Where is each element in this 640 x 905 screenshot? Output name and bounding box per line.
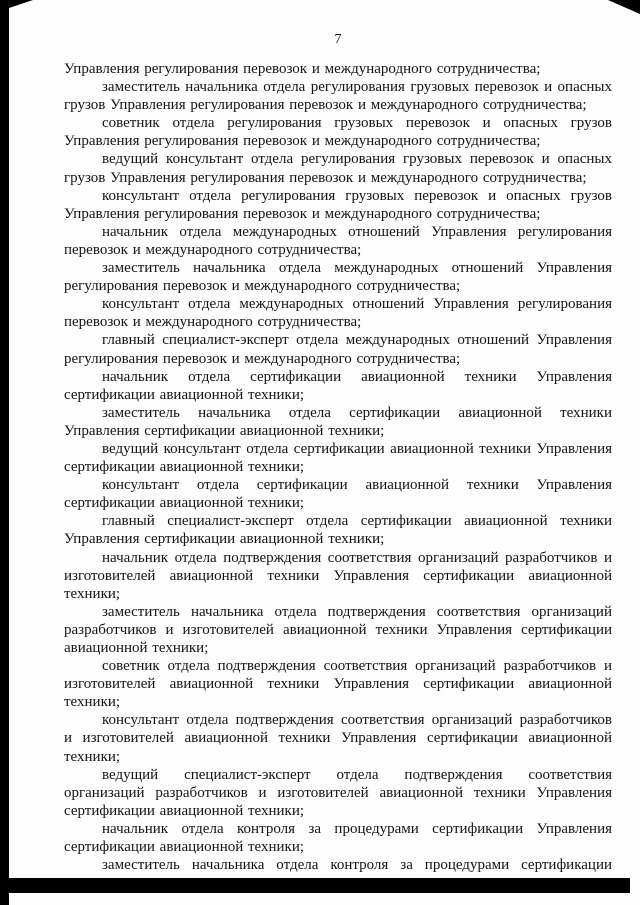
paragraph: советник отдела подтверждения соответствия организаций разработчиков и изготовителей авиационной техники Управления сертификации авиационной техники; (64, 658, 612, 711)
paragraph: начальник отдела сертификации авиационной техники Управления сертификации авиационной техники; (64, 368, 612, 403)
paragraph: консультант отдела международных отношений Управления регулирования перевозок и международного сотрудничества; (64, 296, 612, 331)
paragraph: главный специалист-эксперт отдела международных отношений Управления регулирования перевозок и международного сотрудничества; (64, 332, 612, 367)
paragraph: заместитель начальника отдела международных отношений Управления регулирования перевозок и международного сотрудничества; (64, 260, 612, 295)
paragraph: главный специалист-эксперт отдела сертификации авиационной техники Управления сертификации авиационной техники; (64, 513, 612, 548)
paragraph: Управления регулирования перевозок и международного сотрудничества; (64, 61, 541, 77)
page-number: 7 (334, 32, 342, 47)
paragraph: начальник отдела подтверждения соответствия организаций разработчиков и изготовителей авиационной техники Управления сертификации авиационной техники; (64, 549, 612, 602)
paragraph: консультант отдела регулирования грузовых перевозок и опасных грузов Управления регулирования перевозок и международного сотрудничества; (64, 187, 612, 222)
paragraph: заместитель начальника отдела регулирования грузовых перевозок и опасных грузов Управления регулирования перевозок и международного сотрудничества; (64, 79, 612, 114)
paragraph: начальник отдела международных отношений Управления регулирования перевозок и международного сотрудничества; (64, 223, 612, 258)
paragraph: заместитель начальника отдела контроля за процедурами сертификации (102, 857, 612, 874)
paragraph: заместитель начальника отдела сертификации авиационной техники Управления сертификации авиационной техники; (64, 404, 612, 439)
document-body (64, 60, 612, 874)
paragraph: советник отдела регулирования грузовых перевозок и опасных грузов Управления регулирования перевозок и международного сотрудничества; (64, 115, 612, 150)
scan-edge-bottom (0, 878, 630, 893)
scan-mark-top-right (608, 0, 640, 14)
paragraph: ведущий консультант отдела регулирования грузовых перевозок и опасных грузов Управления регулирования перевозок и международного сотрудничества; (64, 151, 612, 186)
paragraph: консультант отдела сертификации авиационной техники Управления сертификации авиационной техники; (64, 477, 612, 512)
page-content (64, 32, 612, 874)
paragraph: консультант отдела подтверждения соответствия организаций разработчиков и изготовителей авиационной техники Управления сертификации авиационной техники; (64, 712, 612, 765)
scan-mark-top-left (9, 0, 33, 8)
paragraph: ведущий специалист-эксперт отдела подтверждения соответствия организаций разработчиков и изготовителей авиационной техники Управления сертификации авиационной техники; (64, 766, 612, 819)
paragraph: заместитель начальника отдела подтверждения соответствия организаций разработчиков и изготовителей авиационной техники Управления сертификации авиационной техники; (64, 603, 612, 656)
paragraph: начальник отдела контроля за процедурами сертификации Управления сертификации авиационной техники; (64, 820, 612, 856)
paragraph: ведущий консультант отдела сертификации авиационной техники Управления сертификации авиационной техники; (64, 440, 612, 476)
scan-edge-left (0, 0, 9, 905)
